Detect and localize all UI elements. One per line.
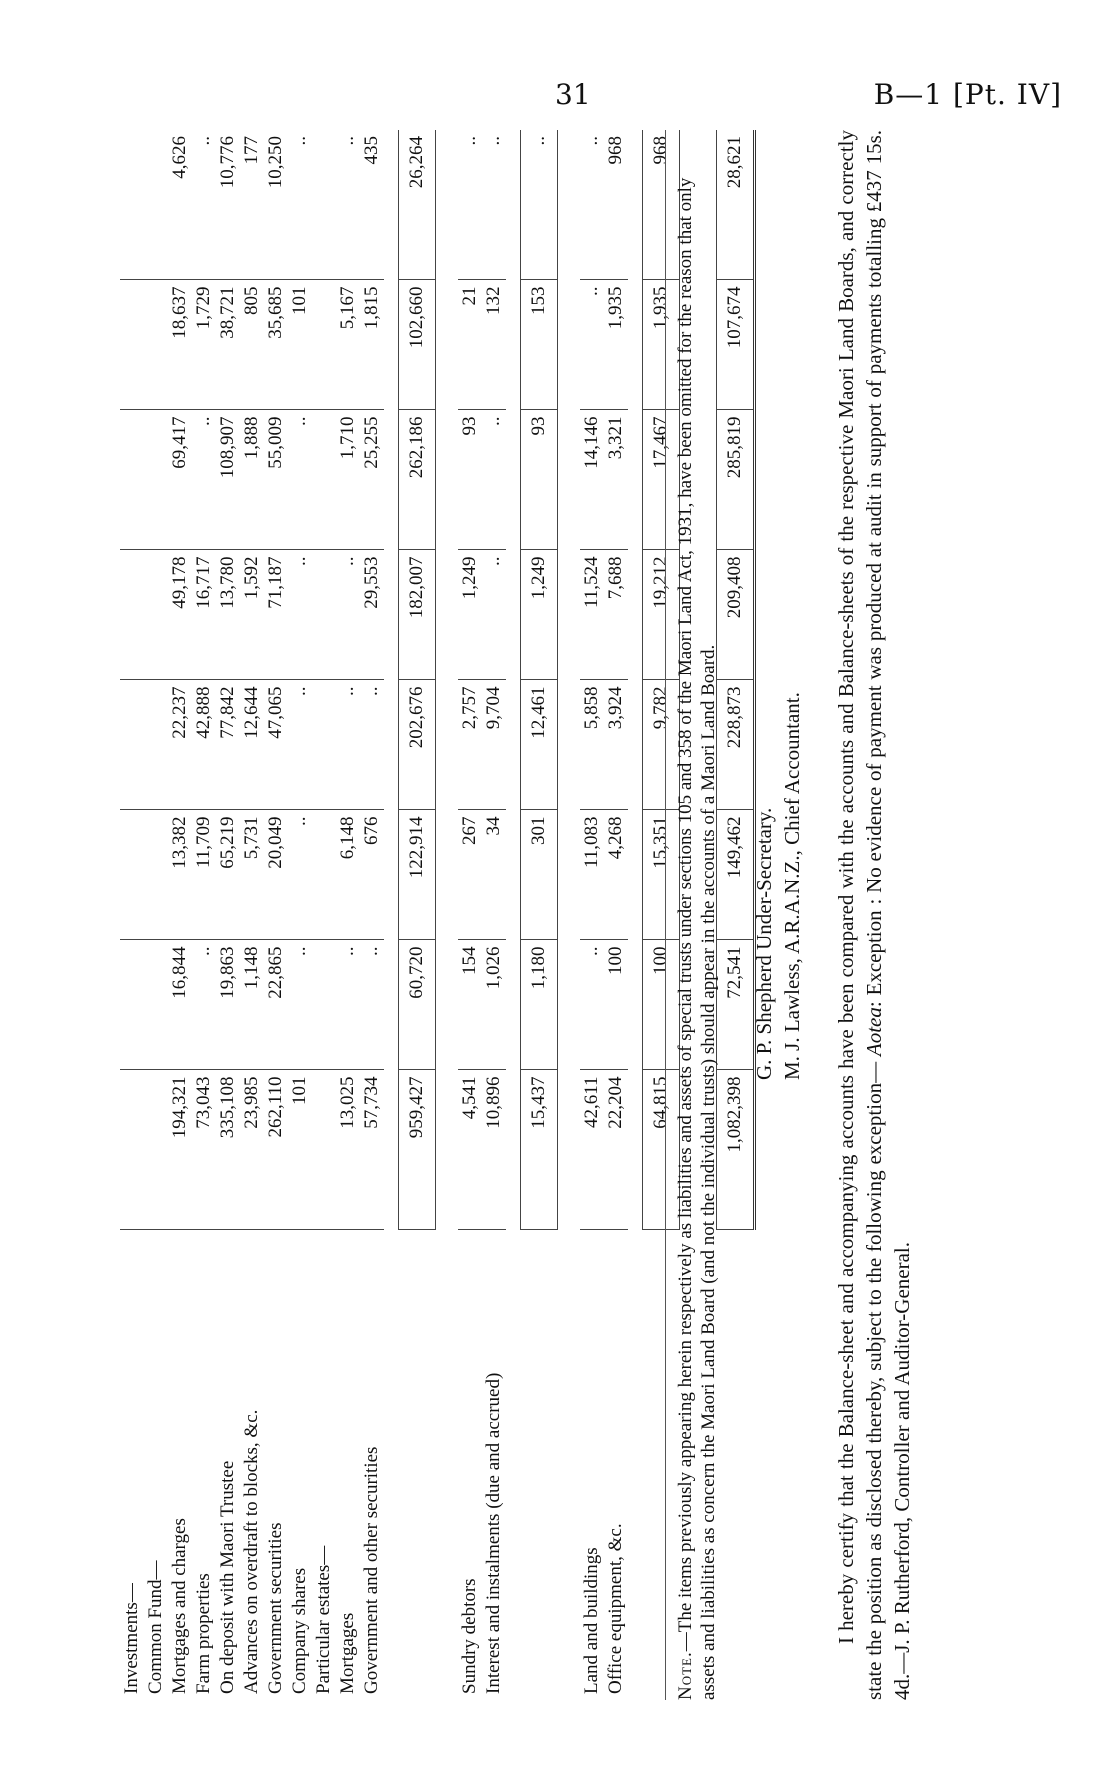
cell-value: 16,717: [192, 550, 216, 680]
cell-value: 1,935: [643, 280, 680, 410]
cell-value: 49,178: [168, 550, 192, 680]
row-label: Government and other securities: [361, 1446, 382, 1694]
cell-value: ..: [192, 130, 216, 280]
cell-value: 10,776: [216, 130, 240, 280]
row-label: Mortgages: [337, 1612, 358, 1694]
cell-value: ..: [288, 550, 312, 680]
cell-value: ..: [482, 410, 506, 550]
cell-value: 335,108: [216, 1070, 240, 1230]
cell-value: ..: [192, 410, 216, 550]
cell-value: 122,914: [399, 810, 436, 940]
cell-value: 202,676: [399, 680, 436, 810]
cell-value: 13,780: [216, 550, 240, 680]
grand-total-row: [717, 130, 755, 1700]
cell-value: 22,865: [264, 940, 288, 1070]
cell-value: 4,626: [168, 130, 192, 280]
cell-value: 100: [604, 940, 628, 1070]
cell-value: [144, 940, 168, 1070]
cell-value: 209,408: [717, 550, 755, 680]
cell-value: 132: [482, 280, 506, 410]
cell-value: 100: [643, 940, 680, 1070]
row-label: On deposit with Maori Trustee: [217, 1460, 238, 1694]
cell-value: 60,720: [399, 940, 436, 1070]
cell-value: 107,674: [717, 280, 755, 410]
cell-value: 262,186: [399, 410, 436, 550]
cell-value: 4,541: [458, 1070, 482, 1230]
cell-value: 5,731: [240, 810, 264, 940]
cell-value: [120, 810, 144, 940]
cell-value: 285,819: [717, 410, 755, 550]
cell-value: [144, 1070, 168, 1230]
table-row: [482, 130, 506, 1700]
cell-value: [144, 810, 168, 940]
cell-value: [144, 680, 168, 810]
cell-value: ..: [288, 410, 312, 550]
certificate-exception: : Exception : No evidence of payment was produced at audit in support of payments totalling £437 15s. 4d.—J. P. Rutherford, Controller and Auditor-General.: [862, 129, 914, 1700]
cell-value: ..: [580, 940, 604, 1070]
audit-certificate: [832, 130, 916, 1700]
cell-value: 1,592: [240, 550, 264, 680]
table-row: [360, 130, 384, 1700]
cell-value: 29,553: [360, 550, 384, 680]
row-label: [521, 1230, 558, 1700]
cell-value: 9,704: [482, 680, 506, 810]
cell-value: 15,351: [643, 810, 680, 940]
row-spacer: [506, 130, 521, 1700]
footnote-lead: Note.: [675, 1651, 696, 1700]
cell-value: ..: [482, 550, 506, 680]
cell-value: ..: [336, 550, 360, 680]
cell-value: 38,721: [216, 280, 240, 410]
cell-value: 16,844: [168, 940, 192, 1070]
row-spacer: [628, 130, 643, 1700]
cell-value: 12,644: [240, 680, 264, 810]
cell-value: 9,782: [643, 680, 680, 810]
rotated-content: [120, 130, 1070, 1700]
cell-value: 153: [521, 280, 558, 410]
cell-value: ..: [458, 130, 482, 280]
cell-value: ..: [521, 130, 558, 280]
cell-value: 1,888: [240, 410, 264, 550]
cell-value: 805: [240, 280, 264, 410]
cell-value: ..: [336, 680, 360, 810]
cell-value: 1,815: [360, 280, 384, 410]
cell-value: ..: [288, 810, 312, 940]
cell-value: 13,025: [336, 1070, 360, 1230]
cell-value: [312, 1070, 336, 1230]
cell-value: 182,007: [399, 550, 436, 680]
cell-value: ..: [580, 130, 604, 280]
cell-value: [312, 550, 336, 680]
cell-value: 10,896: [482, 1070, 506, 1230]
cell-value: 101: [288, 280, 312, 410]
cell-value: 194,321: [168, 1070, 192, 1230]
subtotal-row: [521, 130, 558, 1700]
cell-value: 267: [458, 810, 482, 940]
cell-value: 72,541: [717, 940, 755, 1070]
cell-value: [120, 550, 144, 680]
table-row: [168, 130, 192, 1700]
row-label: Mortgages and charges: [169, 1518, 190, 1694]
cell-value: ..: [288, 680, 312, 810]
cell-value: ..: [288, 130, 312, 280]
cell-value: 22,237: [168, 680, 192, 810]
row-label: Advances on overdraft to blocks, &c.: [241, 1409, 262, 1694]
row-label: [399, 1230, 436, 1700]
cell-value: 11,709: [192, 810, 216, 940]
cell-value: [312, 280, 336, 410]
page-number: 31: [555, 78, 591, 111]
cell-value: 14,146: [580, 410, 604, 550]
cell-value: 77,842: [216, 680, 240, 810]
cell-value: 13,382: [168, 810, 192, 940]
cell-value: 55,009: [264, 410, 288, 550]
cell-value: 57,734: [360, 1070, 384, 1230]
cell-value: 6,148: [336, 810, 360, 940]
cell-value: 435: [360, 130, 384, 280]
table-row: [604, 130, 628, 1700]
cell-value: [120, 280, 144, 410]
cell-value: 228,873: [717, 680, 755, 810]
cell-value: 301: [521, 810, 558, 940]
cell-value: 20,049: [264, 810, 288, 940]
cell-value: 4,268: [604, 810, 628, 940]
row-label: Interest and instalments (due and accrued): [483, 1372, 504, 1694]
row-label: Company shares: [289, 1567, 310, 1694]
row-label: [717, 1230, 755, 1700]
cell-value: [144, 130, 168, 280]
cell-value: 34: [482, 810, 506, 940]
signatures: [750, 692, 806, 1080]
cell-value: 1,729: [192, 280, 216, 410]
table-row: [192, 130, 216, 1700]
cell-value: 1,180: [521, 940, 558, 1070]
cell-value: 1,710: [336, 410, 360, 550]
cell-value: 2,757: [458, 680, 482, 810]
row-label: Office equipment, &c.: [605, 1523, 626, 1694]
certificate-board-name: Aotea: [862, 1007, 886, 1057]
cell-value: 15,437: [521, 1070, 558, 1230]
cell-value: 108,907: [216, 410, 240, 550]
cell-value: 73,043: [192, 1070, 216, 1230]
table-row: [240, 130, 264, 1700]
cell-value: 11,083: [580, 810, 604, 940]
cell-value: ..: [288, 940, 312, 1070]
cell-value: 12,461: [521, 680, 558, 810]
cell-value: 7,688: [604, 550, 628, 680]
table-row: [120, 130, 144, 1700]
cell-value: 35,685: [264, 280, 288, 410]
cell-value: ..: [360, 680, 384, 810]
cell-value: 11,524: [580, 550, 604, 680]
cell-value: 19,212: [643, 550, 680, 680]
cell-value: 3,321: [604, 410, 628, 550]
cell-value: ..: [192, 940, 216, 1070]
cell-value: [312, 130, 336, 280]
table-row: [288, 130, 312, 1700]
certificate-text: I hereby certify that the Balance-sheet and accompanying accounts have been compared with the accounts and Balance-sheets of the respective Maori Land Boards, and correctly state the position as disclosed thereby, subject to the following exception—: [834, 130, 886, 1700]
cell-value: 25,255: [360, 410, 384, 550]
cell-value: ..: [482, 130, 506, 280]
cell-value: 5,858: [580, 680, 604, 810]
cell-value: [312, 940, 336, 1070]
cell-value: [120, 410, 144, 550]
cell-value: 69,417: [168, 410, 192, 550]
cell-value: 149,462: [717, 810, 755, 940]
row-label: Land and buildings: [581, 1547, 602, 1694]
cell-value: 23,985: [240, 1070, 264, 1230]
document-reference: B—1 [Pt. IV]: [873, 78, 1062, 111]
cell-value: 154: [458, 940, 482, 1070]
cell-value: [144, 550, 168, 680]
cell-value: [120, 130, 144, 280]
cell-value: 1,026: [482, 940, 506, 1070]
row-spacer: [384, 130, 399, 1700]
cell-value: 1,082,398: [717, 1070, 755, 1230]
cell-value: 65,219: [216, 810, 240, 940]
cell-value: 101: [288, 1070, 312, 1230]
cell-value: 47,065: [264, 680, 288, 810]
signature-chief-accountant: M. J. Lawless, A.R.A.N.Z., Chief Accountant.: [780, 692, 804, 1080]
row-label: Investments—: [121, 1583, 142, 1694]
cell-value: 26,264: [399, 130, 436, 280]
cell-value: 102,660: [399, 280, 436, 410]
cell-value: [312, 410, 336, 550]
cell-value: 22,204: [604, 1070, 628, 1230]
cell-value: 5,167: [336, 280, 360, 410]
cell-value: 10,250: [264, 130, 288, 280]
signature-under-secretary: G. P. Shepherd Under-Secretary.: [752, 807, 776, 1080]
cell-value: 71,187: [264, 550, 288, 680]
footnote-text: —The items previously appearing herein respectively as liabilities and assets of special trusts under sections 105 and 358 of the Maori Land Act, 1931, have been omitted for the reason that only assets and liabilities as concern the Maori Land Board (and not the individual trusts) should appear in the accounts of a Maori Land Board.: [675, 177, 719, 1700]
cell-value: 1,249: [458, 550, 482, 680]
cell-value: 42,888: [192, 680, 216, 810]
cell-value: 1,148: [240, 940, 264, 1070]
table-row: [312, 130, 336, 1700]
row-label: Common Fund—: [145, 1560, 166, 1694]
cell-value: 1,249: [521, 550, 558, 680]
table-row: [264, 130, 288, 1700]
cell-value: 93: [521, 410, 558, 550]
cell-value: 676: [360, 810, 384, 940]
table-row: [458, 130, 482, 1700]
row-label: Particular estates—: [313, 1545, 334, 1694]
cell-value: [120, 940, 144, 1070]
cell-value: [120, 1070, 144, 1230]
cell-value: 19,863: [216, 940, 240, 1070]
footnote: [665, 130, 720, 1700]
cell-value: [144, 410, 168, 550]
cell-value: 1,935: [604, 280, 628, 410]
cell-value: ..: [336, 940, 360, 1070]
cell-value: 968: [604, 130, 628, 280]
cell-value: 64,815: [643, 1070, 680, 1230]
cell-value: 17,467: [643, 410, 680, 550]
table-row: [580, 130, 604, 1700]
table-row: [216, 130, 240, 1700]
cell-value: [144, 280, 168, 410]
cell-value: [312, 810, 336, 940]
cell-value: 21: [458, 280, 482, 410]
page-header: [0, 78, 1114, 118]
cell-value: ..: [580, 280, 604, 410]
subtotal-row: [399, 130, 436, 1700]
cell-value: ..: [336, 130, 360, 280]
cell-value: 42,611: [580, 1070, 604, 1230]
table-row: [144, 130, 168, 1700]
cell-value: [312, 680, 336, 810]
cell-value: [120, 680, 144, 810]
row-label: Government securities: [265, 1522, 286, 1694]
cell-value: 177: [240, 130, 264, 280]
cell-value: 262,110: [264, 1070, 288, 1230]
balance-sheet-table: [120, 130, 756, 1700]
cell-value: 959,427: [399, 1070, 436, 1230]
cell-value: 968: [643, 130, 680, 280]
cell-value: 28,621: [717, 130, 755, 280]
row-spacer: [558, 130, 581, 1700]
row-label: Sundry debtors: [459, 1578, 480, 1694]
table-row: [336, 130, 360, 1700]
row-spacer: [436, 130, 459, 1700]
cell-value: ..: [360, 940, 384, 1070]
cell-value: 3,924: [604, 680, 628, 810]
cell-value: 18,637: [168, 280, 192, 410]
row-label: Farm properties: [193, 1573, 214, 1694]
cell-value: 93: [458, 410, 482, 550]
